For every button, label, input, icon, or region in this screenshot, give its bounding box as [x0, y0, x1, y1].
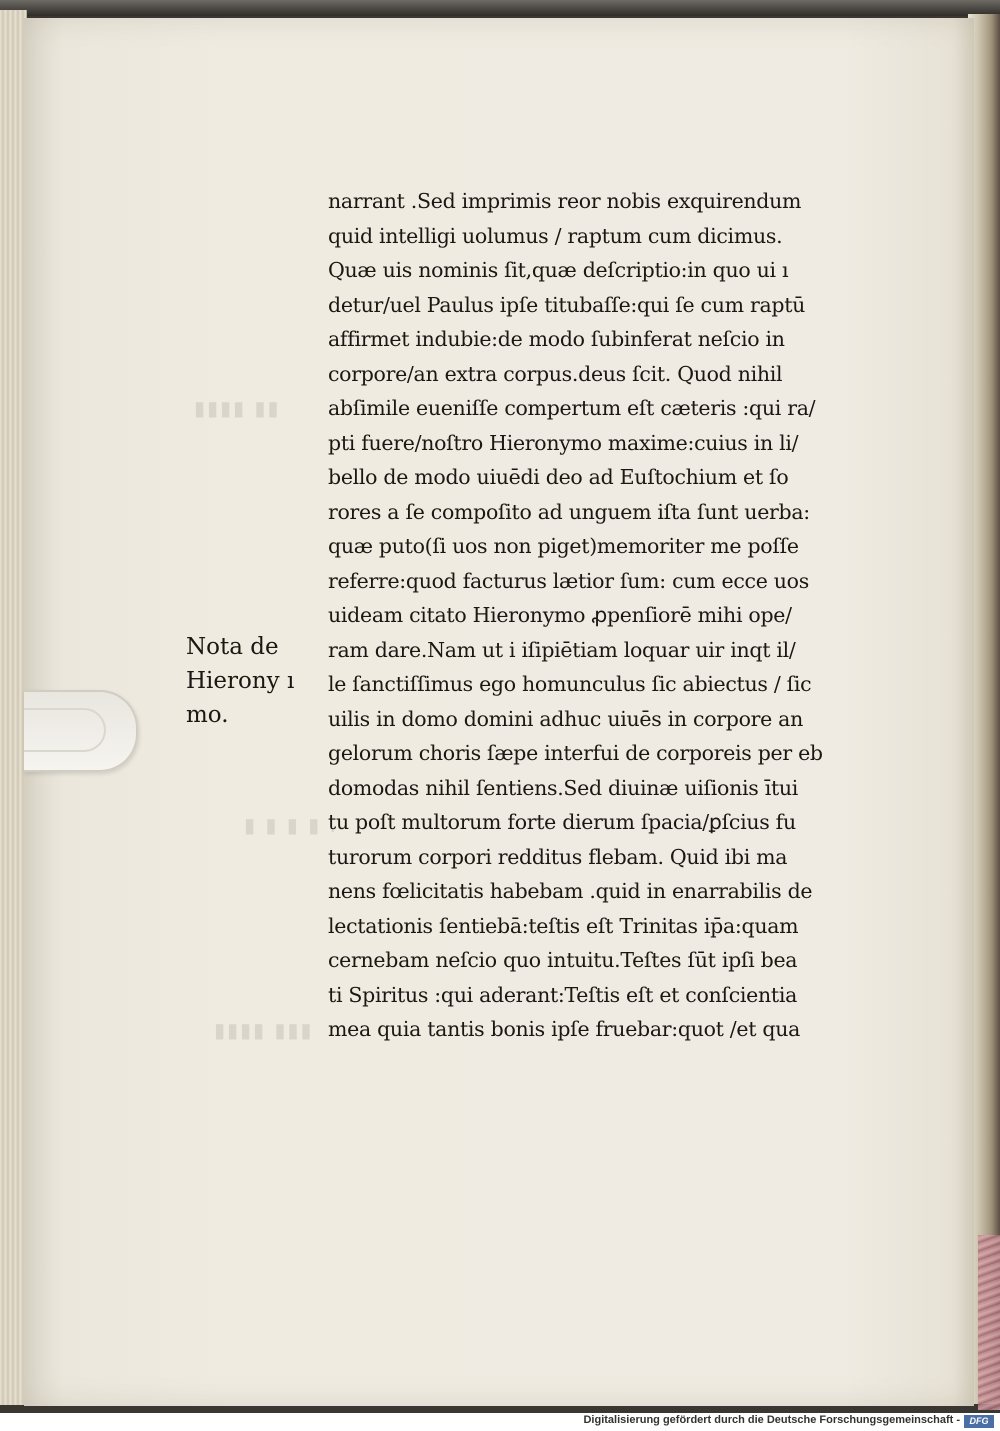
text-line: ti Spiritus :qui aderant:Teſtis eſt et conſcientia	[328, 982, 798, 1007]
text-line: corpore/an extra corpus.deus ſcit. Quod nihil	[328, 361, 783, 386]
text-line: uideam citato Hieronymo ꝓpenſiorē mihi ope/	[328, 603, 792, 627]
text-line: cernebam neſcio quo intuitu.Teſtes ſūt ipſi bea	[328, 948, 798, 972]
main-text-block	[328, 184, 888, 1047]
show-through-mark: ▮ ▮ ▮ ▮ .	[244, 813, 338, 837]
page-stack-edge	[0, 10, 27, 1405]
text-line: uilis in domo domini adhuc uiuēs in corpore an	[328, 706, 803, 731]
show-through-mark: ▮▮▮▮ ▮▮	[194, 396, 281, 420]
text-line: referre:quod facturus lætior ſum: cum ecce uos	[328, 568, 809, 593]
text-line: affirmet indubie:de modo ſubinferat neſcio in	[328, 327, 785, 351]
text-line: ram dare.Nam ut i iſipiētiam loquar uir inqt il/	[328, 637, 796, 662]
dfg-logo: DFG	[964, 1415, 994, 1428]
marginal-note-line: Hierony ı	[186, 668, 295, 694]
text-line: nens fœlicitatis habebam .quid in enarrabilis de	[328, 879, 813, 903]
text-line: le ſanctiſſimus ego homunculus ſic abiectus / ſic	[328, 672, 812, 696]
text-line: abſimile eueniſſe compertum eſt cæteris :qui ra/	[328, 396, 816, 420]
paper-clip	[24, 690, 138, 772]
bookmark-ribbon	[978, 1235, 1000, 1410]
marginal-note-line: Nota de	[186, 634, 279, 660]
text-line: quid intelligi uolumus / raptum cum dicimus.	[328, 223, 783, 248]
funding-credit-text: Digitalisierung gefördert durch die Deutsche Forschungsgemeinschaft -	[583, 1414, 960, 1426]
text-line: quæ puto(ſi uos non piget)memoriter me poſſe	[328, 534, 799, 558]
marginal-note-line: mo.	[186, 702, 229, 728]
text-line: Quæ uis nominis ſit,quæ deſcriptio:in quo ui ı	[328, 258, 789, 282]
text-line: mea quia tantis bonis ipſe fruebar:quot /et qua	[328, 1017, 801, 1041]
text-line: gelorum choris ſæpe interfui de corporeis per eb	[328, 741, 823, 765]
text-line: narrant .Sed imprimis reor nobis exquirendum	[328, 189, 802, 213]
text-line: rores a ſe compoſito ad unguem iſta ſunt uerba:	[328, 499, 810, 524]
marginal-note	[186, 630, 316, 732]
text-line: bello de modo uiuēdi deo ad Euſtochium et ſo	[328, 465, 789, 489]
text-line: tu poſt multorum forte dierum ſpacia/ꝑſcius fu	[328, 810, 796, 834]
text-line: domodas nihil ſentiens.Sed diuinæ uiſionis ītui	[328, 775, 799, 800]
book-binding-top	[0, 0, 1000, 16]
text-line: detur/uel Paulus ipſe titubaſſe:qui ſe cum raptū	[328, 292, 806, 317]
show-through-mark: ▮▮▮▮ ▮▮▮	[214, 1018, 314, 1042]
text-line: turorum corpori redditus flebam. Quid ibi ma	[328, 844, 788, 869]
text-line: pti fuere/noſtro Hieronymo maxime:cuius in li/	[328, 430, 799, 455]
text-line: lectationis ſentiebā:teſtis eſt Trinitas ip̄a:quam	[328, 913, 799, 938]
